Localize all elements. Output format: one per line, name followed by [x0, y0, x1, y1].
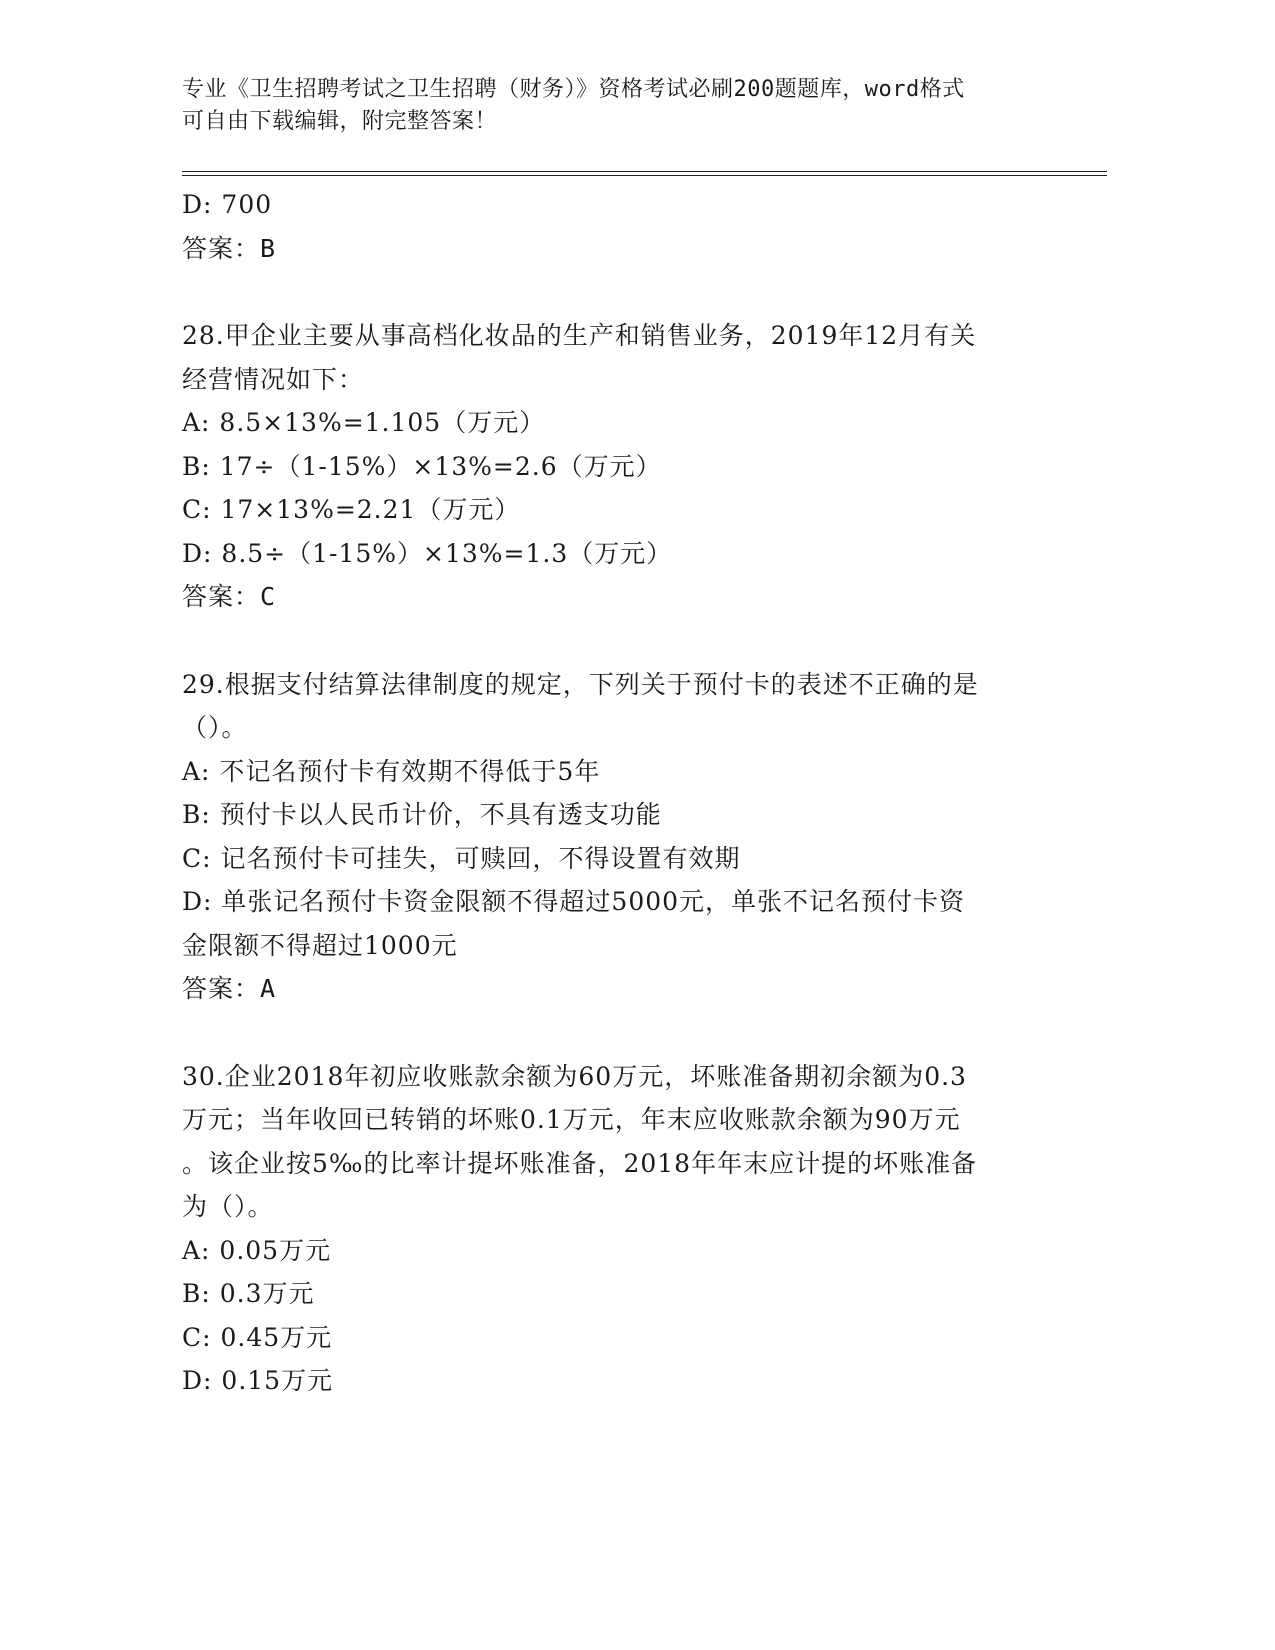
q29-option-c: C: 记名预付卡可挂失，可赎回，不得设置有效期 — [182, 843, 741, 873]
q29-option-d-line-1: D: 单张记名预付卡资金限额不得超过5000元，单张不记名预付卡资 — [182, 887, 966, 916]
q29-option-a: A: 不记名预付卡有效期不得低于5年 — [182, 756, 601, 786]
header-line-1: 专业《卫生招聘考试之卫生招聘（财务）》资格考试必刷200题题库，word格式 — [182, 77, 965, 102]
document-body — [182, 183, 1042, 1403]
q28-option-d: D: 8.5÷（1-15%）×13%=1.3（万元） — [182, 538, 673, 568]
q30-stem-line-1: 30.企业2018年初应收账款余额为60万元，坏账准备期初余额为0.3 — [182, 1061, 967, 1091]
q29-answer: 答案：A — [182, 974, 277, 1003]
header-divider-bottom — [182, 175, 1107, 176]
q30-option-b: B: 0.3万元 — [182, 1279, 315, 1308]
spacer — [182, 1011, 1042, 1055]
q29-stem-line-1: 29.根据支付结算法律制度的规定，下列关于预付卡的表述不正确的是 — [182, 669, 979, 699]
header-line-2: 可自由下载编辑，附完整答案！ — [182, 109, 498, 134]
spacer — [182, 619, 1042, 663]
q29-option-d-line-2: 金限额不得超过1000元 — [182, 930, 458, 960]
q30-stem-line-3: 。该企业按5‰的比率计提坏账准备，2018年年末应计提的坏账准备 — [182, 1148, 978, 1178]
q30-option-c: C: 0.45万元 — [182, 1322, 333, 1352]
q30-option-a: A: 0.05万元 — [182, 1235, 332, 1265]
q28-option-a: A: 8.5×13%=1.105（万元） — [182, 408, 546, 437]
q28-option-c: C: 17×13%=2.21（万元） — [182, 495, 521, 524]
header-divider-top — [182, 171, 1107, 172]
q28-stem-line-2: 经营情况如下： — [182, 364, 365, 394]
prev-answer: 答案：B — [182, 233, 277, 263]
prev-option-d: D: 700 — [182, 190, 273, 219]
q29-option-b: B: 预付卡以人民币计价，不具有透支功能 — [182, 800, 662, 829]
q29-stem-line-2: （）。 — [182, 713, 248, 742]
spacer — [182, 270, 1042, 314]
q30-stem-line-2: 万元；当年收回已转销的坏账0.1万元，年末应收账款余额为90万元 — [182, 1105, 961, 1134]
document-header — [182, 74, 1082, 138]
q30-option-d: D: 0.15万元 — [182, 1366, 334, 1395]
q28-option-b: B: 17÷（1-15%）×13%=2.6（万元） — [182, 451, 662, 481]
q30-stem-line-4: 为（）。 — [182, 1192, 274, 1221]
q28-answer: 答案：C — [182, 582, 277, 611]
q28-stem-line-1: 28.甲企业主要从事高档化妆品的生产和销售业务，2019年12月有关 — [182, 321, 977, 350]
